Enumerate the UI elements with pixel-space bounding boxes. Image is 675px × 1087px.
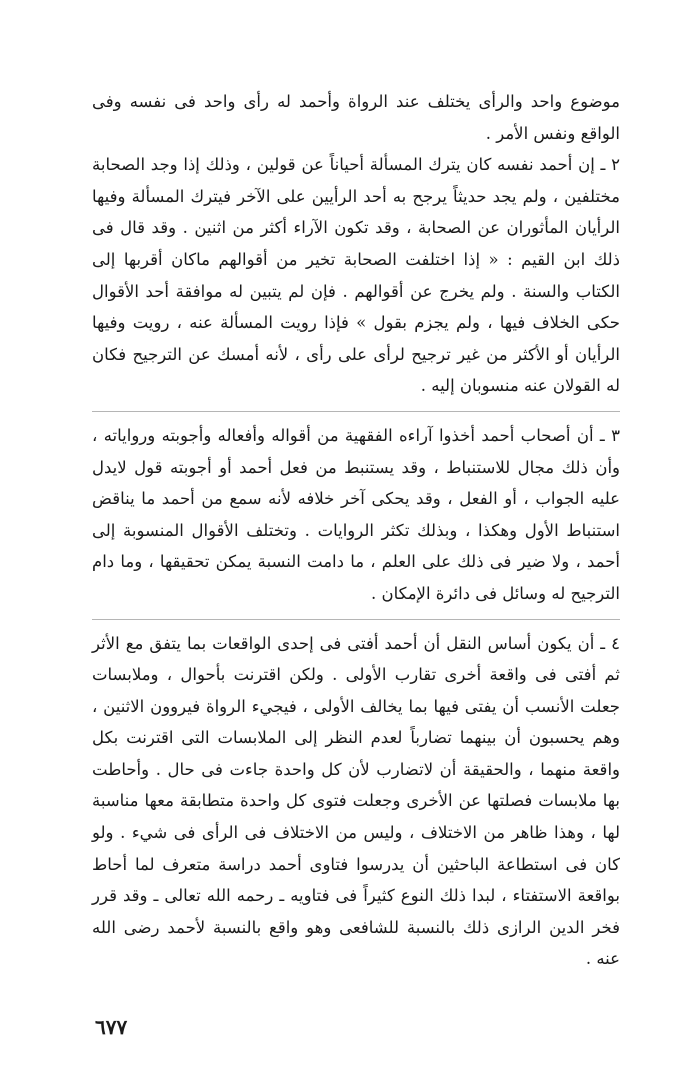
paragraph-4: ٤ ـ أن يكون أساس النقل أن أحمد أفتى فى إحدى الواقعات بما يتفق مع الأثر ثم أفتى فى واقعة أخرى تقارب الأولى . ولكن اقترنت بأحوال ، وملابسات جعلت الأنسب أن يفتى فيها بما يخالف الأولى ، فيجيء الرواة فيروون الاثنين ، وهم يحسبون أن بينهما تضارباً لعدم النظر إلى الملابسات التى اقترنت بكل واقعة منهما ، والحقيقة أن لاتضارب لأن كل واحدة جاءت فى حال . وأحاطت بها ملابسات فصلتها عن الأخرى وجعلت فتوى كل واحدة متطابقة معها مناسبة لها ، وهذا ظاهر من الاختلاف ، وليس من الاختلاف فى الرأى فى شيء . ولو كان فى استطاعة الباحثين أن يدرسوا فتاوى أحمد دراسة متعرف لما أحاط بواقعة الاستفتاء ، لبدا ذلك النوع كثيراً فى فتاويه ـ رحمه الله تعالى ـ وقد قرر فخر الدين الرازى ذلك بالنسبة للشافعى وهو واقع بالنسبة لأحمد رضى الله عنه .: [92, 633, 620, 969]
paragraph-3: ٣ ـ أن أصحاب أحمد أخذوا آراءه الفقهية من أقواله وأفعاله وأجوبته ورواياته ، وأن ذلك مجال للاستنباط ، وقد يستنبط من فعل أحمد أو أجوبته قول لايدل عليه الجواب ، أو الفعل ، وقد يحكى آخر خلافه لأنه سمع من أحمد ما يناقض استنباط الأول وهكذا ، وبذلك تكثر الروايات . وتختلف الأقوال المنسوبة إلى أحمد ، ولا ضير فى ذلك على العلم ، ما دامت النسبة يمكن تحقيقها ، وما دام الترجيح له وسائل فى دائرة الإمكان .: [92, 425, 620, 603]
paragraph-2: ٢ ـ إن أحمد نفسه كان يترك المسألة أحياناً عن قولين ، وذلك إذا وجد الصحابة مختلفين ، ولم يجد حديثاً يرجح به أحد الرأيين على الآخر فيترك المسألة وفيها الرأيان المأثوران عن الصحابة ، وقد تكون الآراء أكثر من اثنين . وقد قال فى ذلك ابن القيم : « إذا اختلفت الصحابة تخير من أقوالهم ماكان أقربها إلى الكتاب والسنة . ولم يخرج عن أقوالهم . فإن لم يتبين له موافقة أحد الأقوال حكى الخلاف فيها ، ولم يجزم بقول » فإذا رويت المسألة عنه ، رويت وفيها الرأيان أو الأكثر من غير ترجيح لرأى على رأى ، لأنه أمسك عن الترجيح فكان له القولان عنه منسوبان إليه .: [92, 155, 620, 396]
paragraph-1: موضوع واحد والرأى يختلف عند الرواة وأحمد له رأى واحد فى نفسه وفى الواقع ونفس الأمر .: [92, 92, 620, 143]
page-body: [92, 86, 620, 975]
separator-rule: [92, 411, 620, 412]
separator-rule: [92, 619, 620, 620]
page-number: ٦٧٧: [95, 1015, 128, 1039]
